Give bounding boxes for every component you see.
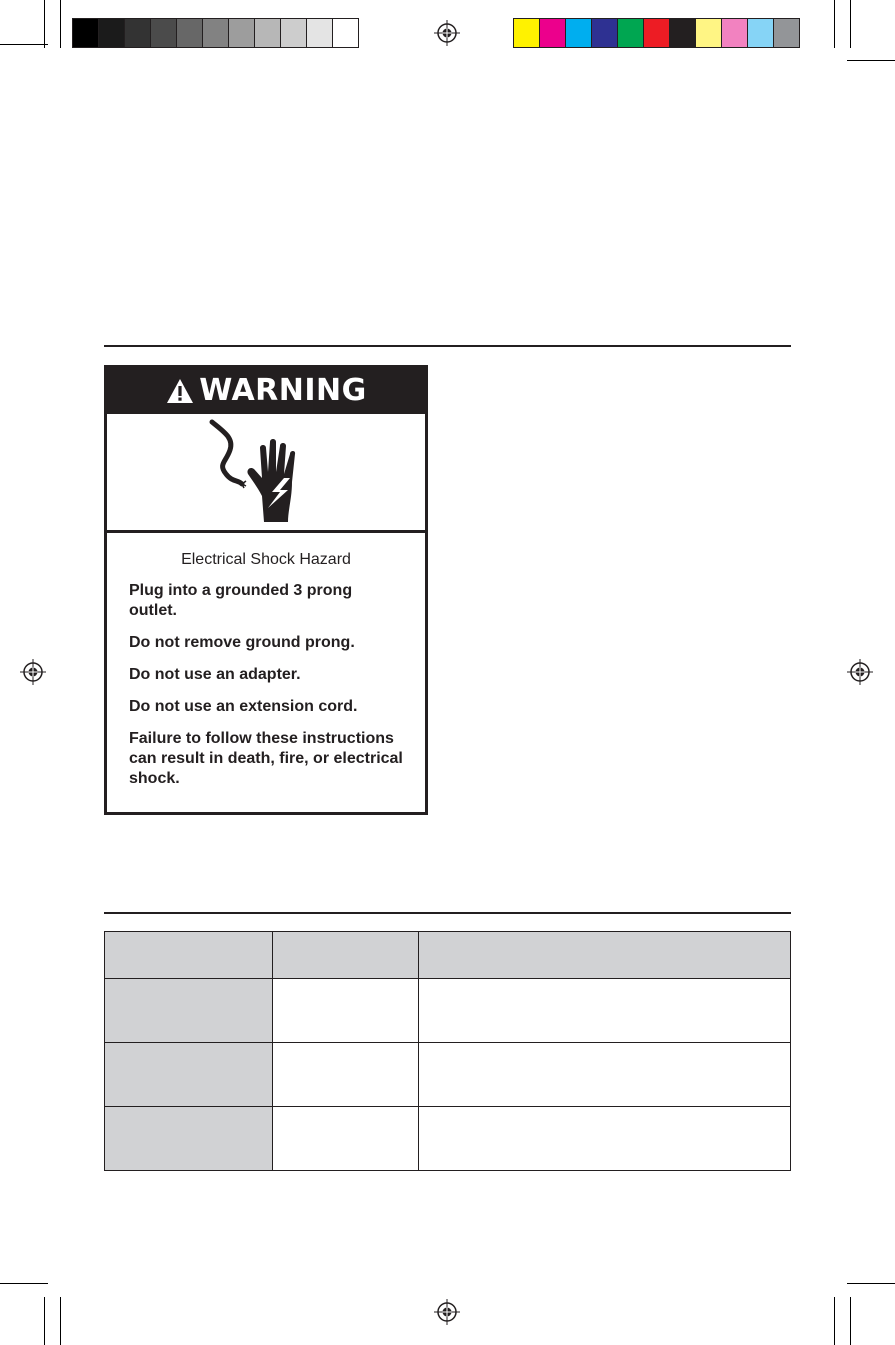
color-swatch [643, 18, 670, 48]
color-swatch [254, 18, 281, 48]
color-swatch [669, 18, 696, 48]
color-swatch [98, 18, 125, 48]
crop-mark [0, 1283, 48, 1284]
color-swatch [280, 18, 307, 48]
crop-mark [850, 0, 851, 48]
table-cell [273, 1107, 419, 1171]
warning-item: Do not remove ground prong. [129, 634, 355, 651]
crop-mark [847, 60, 895, 61]
color-swatch [539, 18, 566, 48]
color-swatch [228, 18, 255, 48]
color-swatch [124, 18, 151, 48]
color-swatch [695, 18, 722, 48]
table-cell [273, 1043, 419, 1107]
table-cell [419, 932, 791, 979]
crop-mark [60, 1297, 61, 1345]
warning-pictogram [107, 414, 425, 533]
warning-title: WARNING [199, 373, 367, 408]
table-cell [105, 1043, 273, 1107]
data-table [104, 931, 791, 1171]
color-swatch [513, 18, 540, 48]
table-cell [105, 979, 273, 1043]
crop-mark [850, 1297, 851, 1345]
table-cell [419, 1107, 791, 1171]
table-row [105, 1043, 791, 1107]
table-cell [273, 979, 419, 1043]
warning-item: Failure to follow these instructions can result in death, fire, or electrical shock. [129, 730, 403, 787]
warning-body [107, 533, 425, 789]
section-divider [104, 345, 791, 347]
crop-mark [847, 1283, 895, 1284]
color-swatch [332, 18, 359, 48]
table-cell [105, 932, 273, 979]
table-header-row [105, 932, 791, 979]
registration-mark-icon [20, 659, 46, 685]
warning-label [104, 365, 428, 815]
registration-mark-icon [847, 659, 873, 685]
warning-header [107, 368, 425, 414]
table-cell [419, 979, 791, 1043]
table-cell [105, 1107, 273, 1171]
registration-mark-icon [434, 1299, 460, 1325]
registration-mark-icon [434, 20, 460, 46]
color-swatch [721, 18, 748, 48]
crop-mark [834, 1297, 835, 1345]
warning-item: Do not use an extension cord. [129, 698, 358, 715]
crop-mark [60, 0, 61, 48]
color-swatch [306, 18, 333, 48]
color-swatch [773, 18, 800, 48]
section-divider [104, 912, 791, 914]
color-swatch [747, 18, 774, 48]
warning-item: Plug into a grounded 3 prong outlet. [129, 582, 353, 619]
warning-triangle-icon [165, 377, 195, 405]
crop-mark [44, 0, 45, 48]
color-swatch [565, 18, 592, 48]
table-cell [419, 1043, 791, 1107]
crop-mark [44, 1297, 45, 1345]
color-swatch [72, 18, 99, 48]
color-swatch [617, 18, 644, 48]
warning-heading: Electrical Shock Hazard [181, 551, 351, 568]
table-cell [273, 932, 419, 979]
color-swatch [176, 18, 203, 48]
process-color-bar [513, 18, 799, 48]
color-swatch [202, 18, 229, 48]
table-row [105, 979, 791, 1043]
warning-item: Do not use an adapter. [129, 666, 301, 683]
color-swatch [591, 18, 618, 48]
color-swatch [150, 18, 177, 48]
table-row [105, 1107, 791, 1171]
grayscale-color-bar [72, 18, 358, 48]
crop-mark [0, 44, 48, 45]
electrical-shock-hand-icon [204, 418, 324, 528]
crop-mark [834, 0, 835, 48]
